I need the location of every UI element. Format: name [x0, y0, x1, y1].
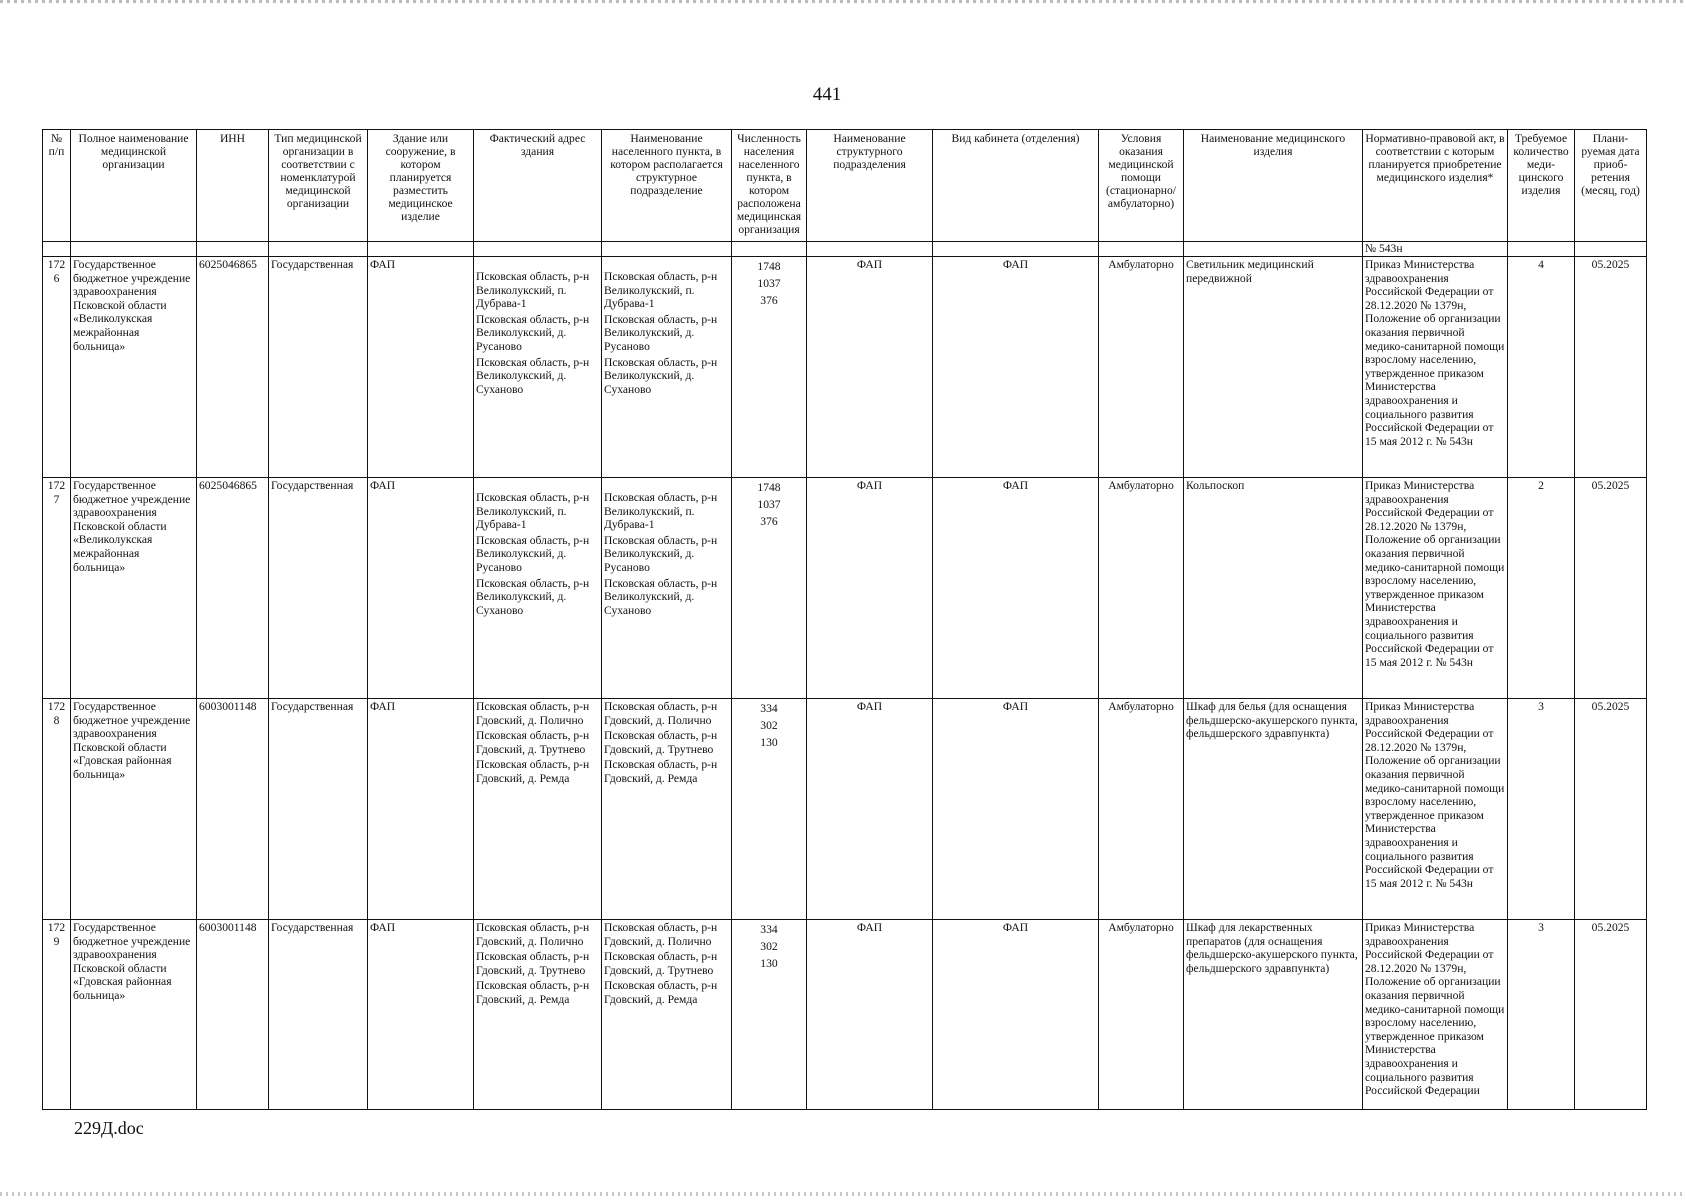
row-building: ФАП: [368, 699, 474, 920]
row-device: Шкаф для белья (для оснащения фельдшерско-акушерского пункта, фельдшерского здравпункта): [1184, 699, 1363, 920]
address-line: Псковская область, р-н Великолукский, д. Суханово: [476, 576, 590, 617]
header-num: № п/п: [43, 130, 71, 242]
row-unit: ФАП: [807, 699, 933, 920]
row-num: 1728: [43, 699, 71, 920]
settlement-line: Псковская область, р-н Великолукский, д. Суханово: [604, 576, 718, 617]
row-qty: 2: [1508, 478, 1575, 699]
row-unit: ФАП: [807, 478, 933, 699]
header-conditions: Условия оказания медицинской помощи (стационарно/ амбулаторно): [1099, 130, 1184, 242]
settlement-line: Псковская область, р-н Великолукский, п. Дубрава-1: [604, 491, 718, 532]
address-line: Псковская область, р-н Великолукский, д. Русаново: [476, 533, 590, 574]
row-num: 1729: [43, 920, 71, 1110]
row-type: Государственная: [269, 478, 368, 699]
row-inn: 6025046865: [197, 478, 269, 699]
row-device: Светильник медицинский передвижной: [1184, 257, 1363, 478]
row-cabinet: ФАП: [933, 478, 1099, 699]
address-line: Псковская область, р-н Гдовский, д. Трутнево: [476, 729, 590, 756]
population-value: 334: [760, 923, 778, 936]
row-type: Государственная: [269, 920, 368, 1110]
population-value: 130: [760, 736, 778, 749]
row-population: [732, 699, 807, 920]
row-conditions: Амбулаторно: [1099, 699, 1184, 920]
population-value: 376: [760, 515, 778, 528]
row-date: 05.2025: [1575, 257, 1647, 478]
row-device: Кольпоскоп: [1184, 478, 1363, 699]
row-date: 05.2025: [1575, 699, 1647, 920]
settlement-line: Псковская область, р-н Великолукский, п. Дубрава-1: [604, 270, 718, 311]
table-row: [43, 920, 1647, 1110]
register-table: [42, 129, 1647, 1110]
row-settlements: [602, 478, 732, 699]
row-conditions: Амбулаторно: [1099, 257, 1184, 478]
population-value: 302: [760, 940, 778, 953]
row-org: Государственное бюджетное учреждение здравоохранения Псковской области «Гдовская районная больница»: [71, 699, 197, 920]
address-line: Псковская область, р-н Великолукский, д. Суханово: [476, 355, 590, 396]
row-inn: 6003001148: [197, 699, 269, 920]
scan-edge-bottom: [0, 1192, 1686, 1196]
population-value: 1748: [757, 260, 781, 273]
header-row: [43, 130, 1647, 242]
footer-filename: 229Д.doc: [74, 1118, 144, 1138]
address-line: Псковская область, р-н Гдовский, д. Полично: [476, 921, 590, 948]
header-cabinet: Вид кабинета (отделения): [933, 130, 1099, 242]
row-unit: ФАП: [807, 920, 933, 1110]
row-type: Государственная: [269, 699, 368, 920]
row-act: Приказ Министерства здравоохранения Российской Федерации от 28.12.2020 № 1379н, Положение об организации оказания первичной медико-санитарной помощи взрослому населению, утвержденное приказом Министерства здравоохранения и социального развития Российской Федерации от 15 мая 2012 г. № 543н: [1363, 478, 1508, 699]
row-unit: ФАП: [807, 257, 933, 478]
table-row: [43, 478, 1647, 699]
settlement-line: Псковская область, р-н Великолукский, д. Русаново: [604, 312, 718, 353]
row-conditions: Амбулаторно: [1099, 478, 1184, 699]
row-qty: 3: [1508, 920, 1575, 1110]
settlement-line: Псковская область, р-н Гдовский, д. Ремда: [604, 758, 718, 785]
header-address: Фактический адрес здания: [474, 130, 602, 242]
row-act: Приказ Министерства здравоохранения Российской Федерации от 28.12.2020 № 1379н, Положение об организации оказания первичной медико-санитарной помощи взрослому населению, утвержденное приказом Министерства здравоохранения и социального развития Российской Федерации: [1363, 920, 1508, 1110]
table-row: [43, 699, 1647, 920]
header-qty: Требуемое количество меди-цинского изделия: [1508, 130, 1575, 242]
address-line: Псковская область, р-н Гдовский, д. Ремда: [476, 758, 590, 785]
settlement-line: Псковская область, р-н Гдовский, д. Ремда: [604, 979, 718, 1006]
row-cabinet: ФАП: [933, 699, 1099, 920]
population-value: 1748: [757, 481, 781, 494]
row-settlements: [602, 699, 732, 920]
population-value: 1037: [757, 498, 781, 511]
header-building: Здание или сооружение, в котором планируется разместить медицинское изделие: [368, 130, 474, 242]
settlement-line: Псковская область, р-н Гдовский, д. Трутнево: [604, 729, 718, 756]
population-value: 302: [760, 719, 778, 732]
row-inn: 6003001148: [197, 920, 269, 1110]
row-building: ФАП: [368, 257, 474, 478]
settlement-line: Псковская область, р-н Великолукский, д. Суханово: [604, 355, 718, 396]
row-population: [732, 257, 807, 478]
settlement-line: Псковская область, р-н Гдовский, д. Полично: [604, 921, 718, 948]
population-value: 376: [760, 294, 778, 307]
population-value: 130: [760, 957, 778, 970]
address-line: Псковская область, р-н Гдовский, д. Полично: [476, 700, 590, 727]
population-value: 334: [760, 702, 778, 715]
header-date: Плани-руемая дата приоб-ретения (месяц, год): [1575, 130, 1647, 242]
continuation-row: [43, 242, 1647, 257]
row-settlements: [602, 920, 732, 1110]
scan-edge-top: [0, 0, 1686, 3]
row-inn: 6025046865: [197, 257, 269, 478]
row-org: Государственное бюджетное учреждение здравоохранения Псковской области «Великолукская межрайонная больница»: [71, 478, 197, 699]
settlement-line: Псковская область, р-н Великолукский, д. Русаново: [604, 533, 718, 574]
row-cabinet: ФАП: [933, 920, 1099, 1110]
row-addresses: [474, 699, 602, 920]
row-conditions: Амбулаторно: [1099, 920, 1184, 1110]
row-device: Шкаф для лекарственных препаратов (для оснащения фельдшерско-акушерского пункта, фельдшерского здравпункта): [1184, 920, 1363, 1110]
row-population: [732, 920, 807, 1110]
row-addresses: [474, 920, 602, 1110]
row-num: 1727: [43, 478, 71, 699]
row-population: [732, 478, 807, 699]
row-settlements: [602, 257, 732, 478]
header-type: Тип медицинской организации в соответствии с номенклатурой медицинской организации: [269, 130, 368, 242]
header-settlement: Наименование населенного пункта, в котором располагается структурное подразделение: [602, 130, 732, 242]
header-act: Нормативно-правовой акт, в соответствии с которым планируется приобретение медицинского изделия*: [1363, 130, 1508, 242]
row-org: Государственное бюджетное учреждение здравоохранения Псковской области «Великолукская межрайонная больница»: [71, 257, 197, 478]
header-org: Полное наименование медицинской организации: [71, 130, 197, 242]
page-number: 441: [812, 84, 842, 105]
address-line: Псковская область, р-н Гдовский, д. Трутнево: [476, 950, 590, 977]
header-inn: ИНН: [197, 130, 269, 242]
row-act: Приказ Министерства здравоохранения Российской Федерации от 28.12.2020 № 1379н, Положение об организации оказания первичной медико-санитарной помощи взрослому населению, утвержденное приказом Министерства здравоохранения и социального развития Российской Федерации от 15 мая 2012 г. № 543н: [1363, 699, 1508, 920]
row-org: Государственное бюджетное учреждение здравоохранения Псковской области «Гдовская районная больница»: [71, 920, 197, 1110]
table-row: [43, 257, 1647, 478]
population-value: 1037: [757, 277, 781, 290]
row-cabinet: ФАП: [933, 257, 1099, 478]
settlement-line: Псковская область, р-н Гдовский, д. Полично: [604, 700, 718, 727]
address-line: Псковская область, р-н Великолукский, п. Дубрава-1: [476, 491, 590, 532]
row-building: ФАП: [368, 478, 474, 699]
settlement-line: Псковская область, р-н Гдовский, д. Трутнево: [604, 950, 718, 977]
address-line: Псковская область, р-н Великолукский, п. Дубрава-1: [476, 270, 590, 311]
address-line: Псковская область, р-н Гдовский, д. Ремда: [476, 979, 590, 1006]
header-device: Наименование медицинского изделия: [1184, 130, 1363, 242]
header-unit: Наименование структурного подразделения: [807, 130, 933, 242]
continuation-text: № 543н: [1363, 242, 1508, 257]
row-date: 05.2025: [1575, 920, 1647, 1110]
row-act: Приказ Министерства здравоохранения Российской Федерации от 28.12.2020 № 1379н, Положение об организации оказания первичной медико-санитарной помощи взрослому населению, утвержденное приказом Министерства здравоохранения и социального развития Российской Федерации от 15 мая 2012 г. № 543н: [1363, 257, 1508, 478]
row-qty: 3: [1508, 699, 1575, 920]
header-population: Численность населения населенного пункта, в котором расположена медицинская организация: [732, 130, 807, 242]
row-addresses: [474, 257, 602, 478]
row-num: 1726: [43, 257, 71, 478]
address-line: Псковская область, р-н Великолукский, д. Русаново: [476, 312, 590, 353]
row-type: Государственная: [269, 257, 368, 478]
row-addresses: [474, 478, 602, 699]
row-qty: 4: [1508, 257, 1575, 478]
row-date: 05.2025: [1575, 478, 1647, 699]
row-building: ФАП: [368, 920, 474, 1110]
